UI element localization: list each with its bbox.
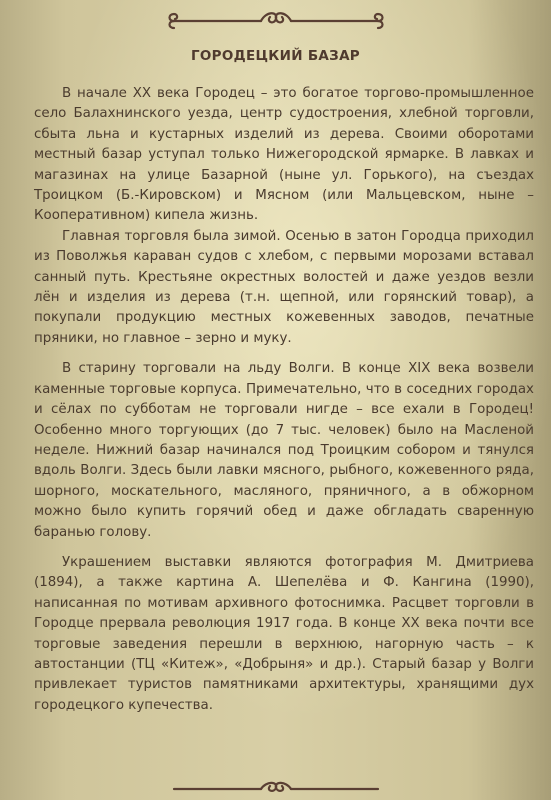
bottom-ornament-icon bbox=[0, 780, 551, 798]
paragraph-1: В начале XX века Городец – это богатое торгово-промышленное село Балахнинского уезда, центр судостроения, хлебной торговли, сбыта льна и кустарных изделий из дерева. Своими оборотами местный базар уступал только Нижегородской ярмарке. В лавках и магазинах на улице Базарной (ныне ул. Горького), на съездах Троицком (Б.-Кировском) и Мясном (или Мальцевском, ныне – Кооперативном) кипела жизнь. bbox=[34, 86, 534, 224]
paragraph-2: Главная торговля была зимой. Осенью в затон Городца приходил из Поволжья караван судов с хлебом, с первыми морозами вставал санный путь. Крестьяне окрестных волостей и даже уездов везли лён и изделия из дерева (т.н. щепной, или горянский товар), а покупали продукцию местных кожевенных заводов, печатные пряники, но главное – зерно и муку. bbox=[34, 228, 534, 346]
article-body bbox=[34, 84, 534, 716]
top-ornament-icon bbox=[0, 8, 551, 34]
paragraph-4: Украшением выставки являются фотография М. Дмитриева (1894), а также картина А. Шепелёва и Ф. Кангина (1990), написанная по мотивам архивного фотоснимка. Расцвет торговли в Городце прервала революция 1917 года. В конце XX века почти все торговые заведения перешли в верхнюю, нагорную часть – к автостанции (ТЦ «Китеж», «Добрыня» и др.). Старый базар у Волги привлекает туристов памятниками архитектуры, хранящими дух городецкого купечества. bbox=[34, 554, 534, 713]
page-title: ГОРОДЕЦКИЙ БАЗАР bbox=[190, 48, 361, 64]
paragraph-3: В старину торговали на льду Волги. В конце XIX века возвели каменные торговые корпуса. Примечательно, что в соседних городах и сёлах по субботам не торговали нигде – все ехали в Городец! Особенно много торгующих (до 7 тыс. человек) было на Масленой неделе. Нижний базар начинался под Троицким собором и тянулся вдоль Волги. Здесь были лавки мясного, рыбного, кожевенного ряда, шорного, москательного, масляного, пряничного, а в обжорном можно было купить горячий обед и даже обгладать сваренную баранью голову. bbox=[34, 361, 534, 540]
